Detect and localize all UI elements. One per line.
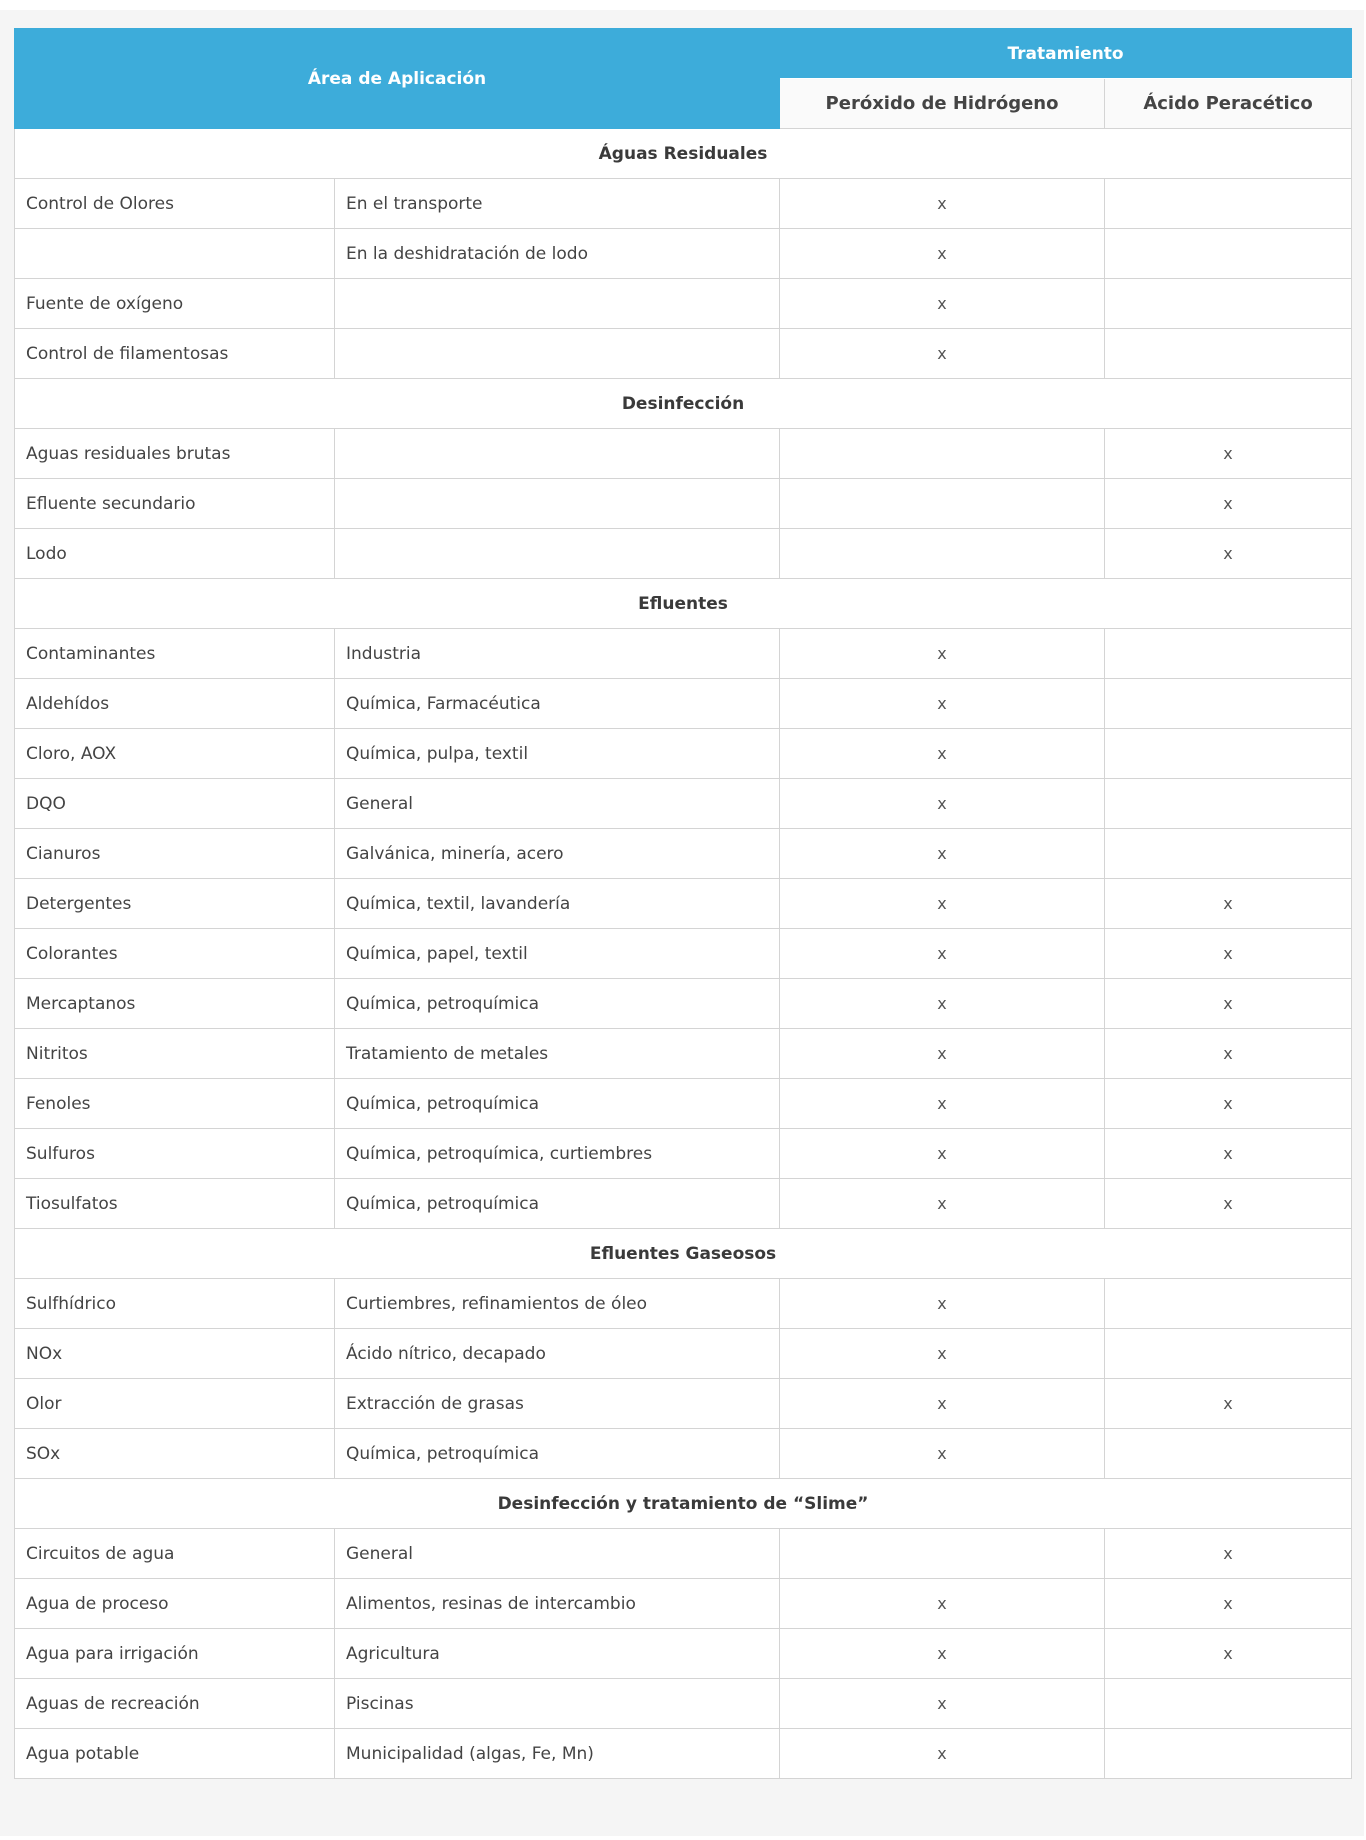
peroxide-mark: x <box>780 1329 1105 1379</box>
table-row <box>15 679 1352 729</box>
table-row <box>15 229 1352 279</box>
area-cell: Mercaptanos <box>15 979 335 1029</box>
area-cell: Agua potable <box>15 1729 335 1779</box>
peroxide-mark: x <box>780 329 1105 379</box>
peroxide-mark: x <box>780 1079 1105 1129</box>
table-row <box>15 829 1352 879</box>
sub-area-cell <box>335 429 780 479</box>
sub-area-cell: Extracción de grasas <box>335 1379 780 1429</box>
peracetic-mark: x <box>1105 1579 1352 1629</box>
section-title: Águas Residuales <box>15 129 1352 179</box>
sub-area-cell: Municipalidad (algas, Fe, Mn) <box>335 1729 780 1779</box>
peracetic-column-header: Ácido Peracético <box>1105 79 1352 129</box>
sub-area-cell <box>335 329 780 379</box>
area-cell: Efluente secundario <box>15 479 335 529</box>
area-cell: Fuente de oxígeno <box>15 279 335 329</box>
table-row <box>15 629 1352 679</box>
sub-area-cell <box>335 279 780 329</box>
peracetic-mark: x <box>1105 1529 1352 1579</box>
peroxide-mark: x <box>780 279 1105 329</box>
area-cell: Control de filamentosas <box>15 329 335 379</box>
peracetic-mark <box>1105 279 1352 329</box>
peroxide-mark: x <box>780 1579 1105 1629</box>
table-row <box>15 1429 1352 1479</box>
sub-area-cell: Ácido nítrico, decapado <box>335 1329 780 1379</box>
area-cell: Colorantes <box>15 929 335 979</box>
area-cell: Detergentes <box>15 879 335 929</box>
sub-area-cell: General <box>335 1529 780 1579</box>
peroxide-mark: x <box>780 1729 1105 1779</box>
section-row <box>15 579 1352 629</box>
table-row <box>15 529 1352 579</box>
area-cell: Fenoles <box>15 1079 335 1129</box>
area-cell: NOx <box>15 1329 335 1379</box>
table-row <box>15 179 1352 229</box>
table-row <box>15 479 1352 529</box>
area-cell: Sulfuros <box>15 1129 335 1179</box>
table-row <box>15 1329 1352 1379</box>
sub-area-cell: Química, papel, textil <box>335 929 780 979</box>
peroxide-mark: x <box>780 729 1105 779</box>
peracetic-mark <box>1105 629 1352 679</box>
table-row <box>15 429 1352 479</box>
peracetic-mark <box>1105 179 1352 229</box>
table-row <box>15 279 1352 329</box>
section-row <box>15 129 1352 179</box>
peracetic-mark <box>1105 229 1352 279</box>
peroxide-mark: x <box>780 629 1105 679</box>
table-row <box>15 329 1352 379</box>
peroxide-mark: x <box>780 1629 1105 1679</box>
sub-area-cell: Agricultura <box>335 1629 780 1679</box>
table-row <box>15 1129 1352 1179</box>
peracetic-mark: x <box>1105 479 1352 529</box>
table-row <box>15 1629 1352 1679</box>
area-cell: Tiosulfatos <box>15 1179 335 1229</box>
peracetic-mark <box>1105 1279 1352 1329</box>
peroxide-mark <box>780 429 1105 479</box>
peracetic-mark <box>1105 1429 1352 1479</box>
area-cell: Cianuros <box>15 829 335 879</box>
page-frame <box>0 10 1364 1836</box>
table-row <box>15 979 1352 1029</box>
peracetic-mark <box>1105 1679 1352 1729</box>
peroxide-mark <box>780 1529 1105 1579</box>
peracetic-mark <box>1105 679 1352 729</box>
peroxide-mark: x <box>780 929 1105 979</box>
peracetic-mark: x <box>1105 429 1352 479</box>
sub-area-cell: Piscinas <box>335 1679 780 1729</box>
peracetic-mark: x <box>1105 979 1352 1029</box>
treatment-table <box>14 28 1352 1779</box>
peracetic-mark: x <box>1105 1629 1352 1679</box>
peracetic-mark: x <box>1105 1079 1352 1129</box>
sub-area-cell: General <box>335 779 780 829</box>
area-cell: Aldehídos <box>15 679 335 729</box>
sub-area-cell: Industria <box>335 629 780 679</box>
table-row <box>15 1179 1352 1229</box>
peracetic-mark <box>1105 829 1352 879</box>
peracetic-mark: x <box>1105 1129 1352 1179</box>
sub-area-cell: Química, petroquímica <box>335 1429 780 1479</box>
table-row <box>15 929 1352 979</box>
peroxide-mark: x <box>780 829 1105 879</box>
peroxide-mark <box>780 479 1105 529</box>
section-row <box>15 1479 1352 1529</box>
section-title: Desinfección y tratamiento de “Slime” <box>15 1479 1352 1529</box>
sub-area-cell: Química, petroquímica, curtiembres <box>335 1129 780 1179</box>
sub-area-cell: Química, petroquímica <box>335 1079 780 1129</box>
sub-area-cell <box>335 479 780 529</box>
section-title: Efluentes <box>15 579 1352 629</box>
sub-area-cell: Química, textil, lavandería <box>335 879 780 929</box>
peroxide-mark: x <box>780 779 1105 829</box>
table-row <box>15 779 1352 829</box>
peroxide-mark <box>780 529 1105 579</box>
peroxide-mark: x <box>780 1679 1105 1729</box>
peracetic-mark: x <box>1105 879 1352 929</box>
table-row <box>15 879 1352 929</box>
peracetic-mark <box>1105 329 1352 379</box>
section-row <box>15 379 1352 429</box>
sub-area-cell: Química, Farmacéutica <box>335 679 780 729</box>
section-title: Desinfección <box>15 379 1352 429</box>
peracetic-mark: x <box>1105 529 1352 579</box>
peracetic-mark: x <box>1105 929 1352 979</box>
peracetic-mark: x <box>1105 1029 1352 1079</box>
sub-area-cell: En el transporte <box>335 179 780 229</box>
peracetic-mark <box>1105 1729 1352 1779</box>
area-cell <box>15 229 335 279</box>
peroxide-mark: x <box>780 229 1105 279</box>
area-cell: Olor <box>15 1379 335 1429</box>
table-row <box>15 1529 1352 1579</box>
area-cell: Lodo <box>15 529 335 579</box>
peroxide-mark: x <box>780 1379 1105 1429</box>
peracetic-mark: x <box>1105 1379 1352 1429</box>
table-row <box>15 1729 1352 1779</box>
sub-area-cell: En la deshidratación de lodo <box>335 229 780 279</box>
area-cell: DQO <box>15 779 335 829</box>
area-cell: Control de Olores <box>15 179 335 229</box>
area-cell: Contaminantes <box>15 629 335 679</box>
treatment-header: Tratamiento <box>780 29 1352 79</box>
peracetic-mark: x <box>1105 1179 1352 1229</box>
table-row <box>15 1079 1352 1129</box>
sub-area-cell: Química, petroquímica <box>335 1179 780 1229</box>
area-cell: Aguas de recreación <box>15 1679 335 1729</box>
section-row <box>15 1229 1352 1279</box>
sub-area-cell: Química, petroquímica <box>335 979 780 1029</box>
table-row <box>15 1579 1352 1629</box>
area-cell: Sulfhídrico <box>15 1279 335 1329</box>
section-title: Efluentes Gaseosos <box>15 1229 1352 1279</box>
peroxide-mark: x <box>780 1129 1105 1179</box>
peracetic-mark <box>1105 729 1352 779</box>
sub-area-cell: Alimentos, resinas de intercambio <box>335 1579 780 1629</box>
area-cell: Aguas residuales brutas <box>15 429 335 479</box>
sub-area-cell: Química, pulpa, textil <box>335 729 780 779</box>
peroxide-mark: x <box>780 1429 1105 1479</box>
area-cell: Agua para irrigación <box>15 1629 335 1679</box>
table-row <box>15 1379 1352 1429</box>
area-cell: Cloro, AOX <box>15 729 335 779</box>
peroxide-mark: x <box>780 179 1105 229</box>
area-cell: Circuitos de agua <box>15 1529 335 1579</box>
peroxide-mark: x <box>780 679 1105 729</box>
peroxide-mark: x <box>780 1179 1105 1229</box>
peroxide-mark: x <box>780 1029 1105 1079</box>
peroxide-column-header: Peróxido de Hidrógeno <box>780 79 1105 129</box>
sub-area-cell <box>335 529 780 579</box>
peracetic-mark <box>1105 1329 1352 1379</box>
peracetic-mark <box>1105 779 1352 829</box>
sub-area-cell: Tratamiento de metales <box>335 1029 780 1079</box>
area-cell: Nitritos <box>15 1029 335 1079</box>
table-row <box>15 1679 1352 1729</box>
peroxide-mark: x <box>780 879 1105 929</box>
peroxide-mark: x <box>780 979 1105 1029</box>
sub-area-cell: Galvánica, minería, acero <box>335 829 780 879</box>
table-body <box>15 129 1352 1779</box>
sub-area-cell: Curtiembres, refinamientos de óleo <box>335 1279 780 1329</box>
area-cell: SOx <box>15 1429 335 1479</box>
area-cell: Agua de proceso <box>15 1579 335 1629</box>
table-row <box>15 729 1352 779</box>
peroxide-mark: x <box>780 1279 1105 1329</box>
table-row <box>15 1279 1352 1329</box>
area-header: Área de Aplicación <box>15 29 780 129</box>
table-row <box>15 1029 1352 1079</box>
